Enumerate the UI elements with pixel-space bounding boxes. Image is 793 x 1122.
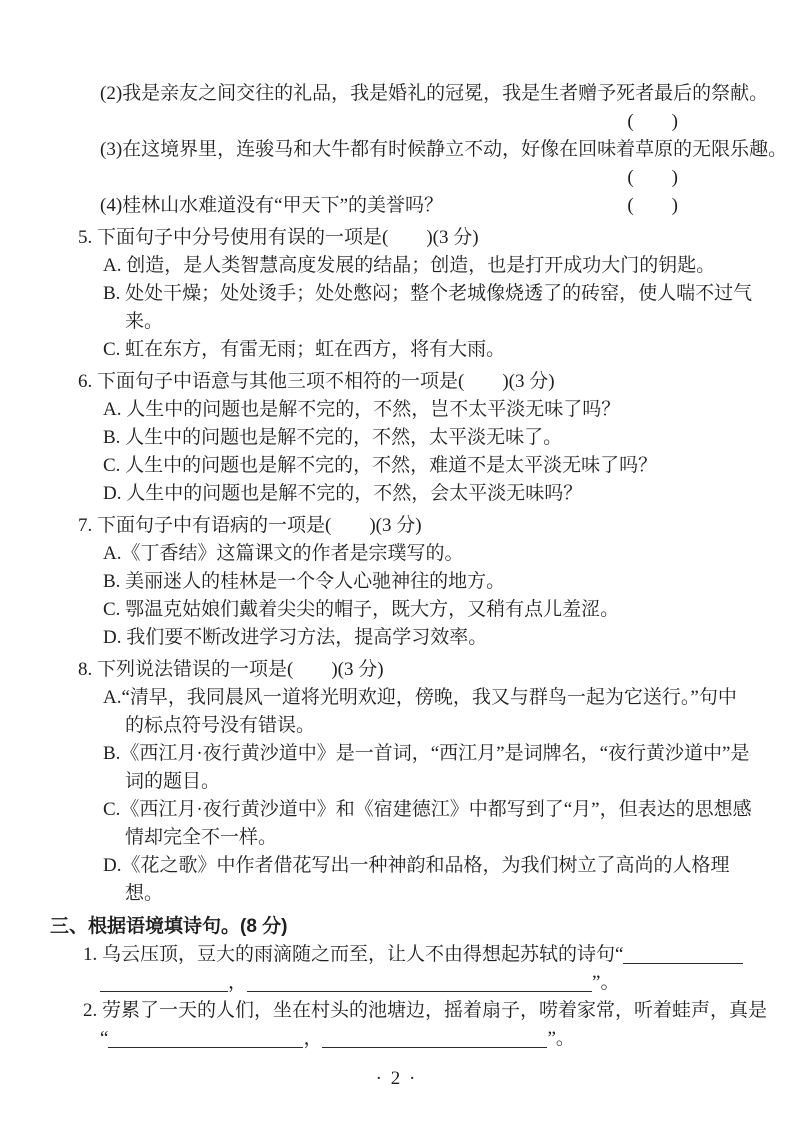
- sub-question-4-text: (4)桂林山水难道没有“甲天下”的美誉吗？: [100, 195, 444, 216]
- answer-bracket-row: [0, 164, 793, 192]
- question-8-option-b: B.《西江月·夜行黄沙道中》是一首词，“西江月”是词牌名，“夜行黄沙道中”是词的题目。: [103, 743, 750, 792]
- sub-question-3-text: (3)在这境界里，连骏马和大牛都有时候静立不动，好像在回味着草原的无限乐趣。: [100, 139, 788, 160]
- section-3-heading: [50, 913, 793, 941]
- question-6-option-a: A. 人生中的问题也是解不完的，不然，岂不太平淡无味了吗？: [103, 399, 621, 420]
- fill-in-item-1-line-1: [83, 941, 793, 969]
- closing-quote: ”。: [592, 972, 620, 993]
- question-7-option-d: D. 我们要不断改进学习方法，提高学习效率。: [103, 627, 488, 648]
- question-5-stem: [78, 224, 793, 252]
- answer-blank: [247, 986, 592, 992]
- answer-bracket: ( ): [627, 167, 678, 188]
- question-8-option-d: D.《花之歌》中作者借花写出一种神韵和品格，为我们树立了高尚的人格理想。: [103, 855, 730, 904]
- answer-blank: [100, 986, 228, 992]
- page-number-text: · 2 ·: [375, 1068, 418, 1089]
- section-3-heading-text: 三、根据语境填诗句。(8 分): [50, 916, 288, 937]
- question-6-stem: [78, 368, 793, 396]
- fill-in-item-2-text: 2. 劳累了一天的人们，坐在村头的池塘边，摇着扇子，唠着家常，听着蛙声，真是: [83, 1000, 768, 1021]
- answer-blank: [108, 1042, 303, 1048]
- question-8-stem: [78, 656, 793, 684]
- page-number: [0, 1065, 793, 1093]
- separator-comma: ，: [303, 1028, 323, 1049]
- answer-blank: [322, 1042, 547, 1048]
- answer-bracket-row: [0, 108, 793, 136]
- sub-question-2-text: (2)我是亲友之间交往的礼品，我是婚礼的冠冕，我是生者赠予死者最后的祭献。: [100, 83, 769, 104]
- question-6-option-c: C. 人生中的问题也是解不完的，不然，难道不是太平淡无味了吗？: [103, 455, 658, 476]
- fill-in-item-2-line-2: [100, 1025, 793, 1053]
- question-8-stem-text: 8. 下列说法错误的一项是( )(3 分): [78, 659, 384, 680]
- question-5-option-a: A. 创造，是人类智慧高度发展的结晶；创造，也是打开成功大门的钥匙。: [103, 255, 716, 276]
- fill-in-item-2-line-1: [83, 997, 793, 1025]
- question-8-option-c: C.《西江月·夜行黄沙道中》和《宿建德江》中都写到了“月”，但表达的思想感情却完全不一样。: [103, 799, 752, 848]
- sub-question-2: [100, 80, 793, 108]
- sub-question-3: [100, 136, 793, 164]
- answer-bracket: ( ): [627, 111, 678, 132]
- question-7-option-c: C. 鄂温克姑娘们戴着尖尖的帽子，既大方，又稍有点儿羞涩。: [103, 599, 620, 620]
- question-5-option-c: C. 虹在东方，有雷无雨；虹在西方，将有大雨。: [103, 339, 506, 360]
- sub-question-4: [100, 192, 793, 220]
- question-7-option-a: A.《丁香结》这篇课文的作者是宗璞写的。: [103, 543, 464, 564]
- question-6-option-d: D. 人生中的问题也是解不完的，不然，会太平淡无味吗？: [103, 483, 583, 504]
- question-7-stem-text: 7. 下面句子中有语病的一项是( )(3 分): [78, 515, 422, 536]
- answer-bracket: ( ): [627, 195, 678, 216]
- question-6-option-b: B. 人生中的问题也是解不完的，不然，太平淡无味了。: [103, 427, 563, 448]
- question-5-stem-text: 5. 下面句子中分号使用有误的一项是( )(3 分): [78, 227, 479, 248]
- question-8-option-a: A.“清早，我同晨风一道将光明欢迎，傍晚，我又与群鸟一起为它送行。”句中的标点符号没有错误。: [103, 687, 737, 736]
- fill-in-item-1-text: 1. 乌云压顶，豆大的雨滴随之而至，让人不由得想起苏轼的诗句“: [83, 944, 624, 965]
- question-6-stem-text: 6. 下面句子中语意与其他三项不相符的一项是( )(3 分): [78, 371, 555, 392]
- separator-comma: ，: [228, 972, 248, 993]
- fill-in-item-1-line-2: [100, 969, 793, 997]
- closing-quote: ”。: [547, 1028, 575, 1049]
- question-5-option-b: B. 处处干燥；处处烫手；处处憋闷；整个老城像烧透了的砖窑，使人喘不过气来。: [103, 283, 753, 332]
- opening-quote: “: [100, 1028, 109, 1049]
- question-7-option-b: B. 美丽迷人的桂林是一个令人心驰神往的地方。: [103, 571, 506, 592]
- answer-blank: [623, 958, 743, 964]
- question-7-stem: [78, 512, 793, 540]
